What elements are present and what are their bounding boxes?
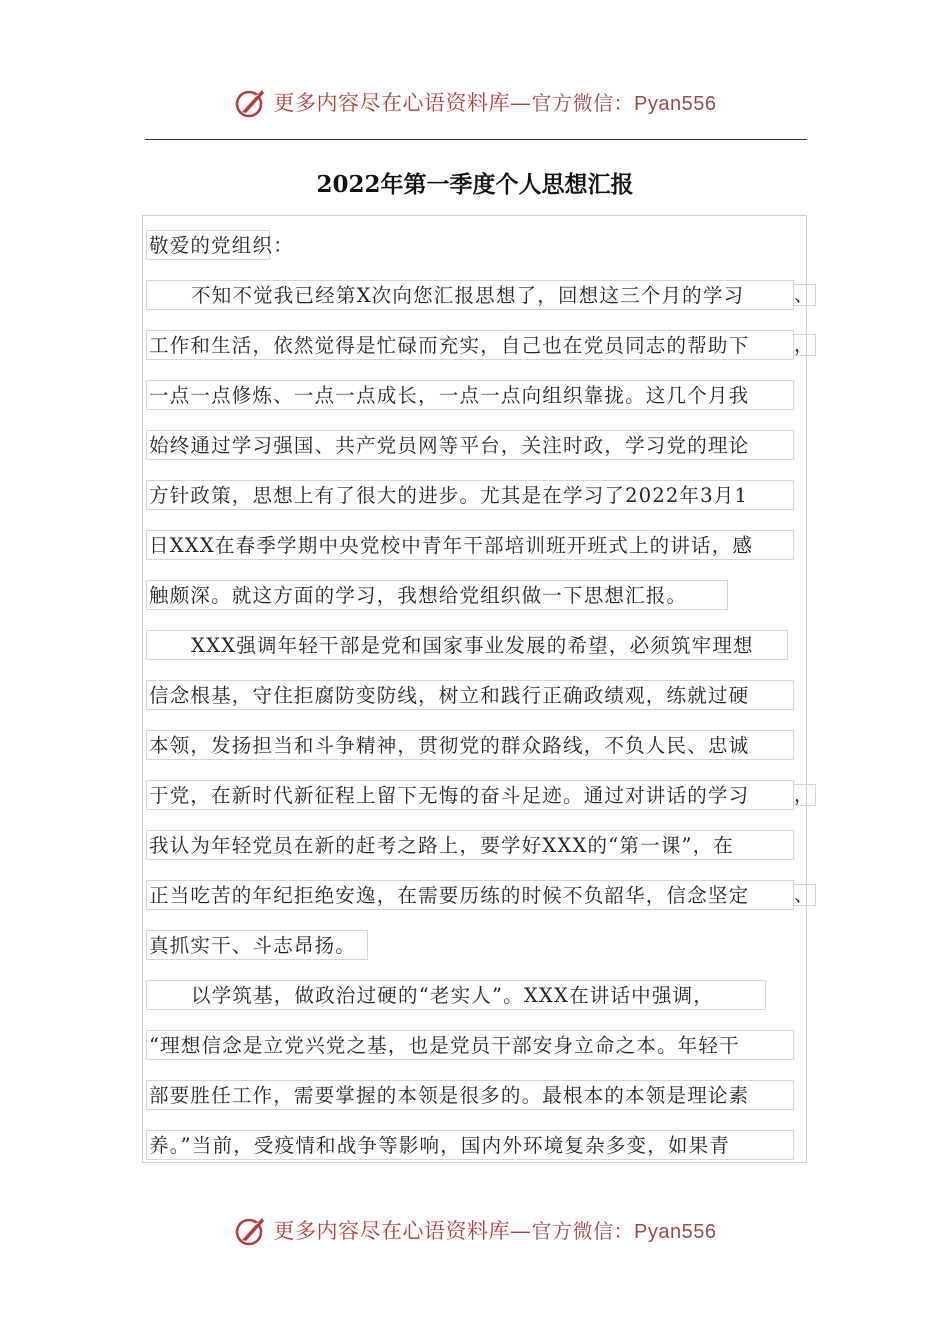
banner-text — [274, 87, 717, 117]
text-line: “理想信念是立党兴党之基，也是党员干部安身立命之本。年轻干 — [146, 1030, 794, 1060]
text-line: 一点一点修炼、一点一点成长，一点一点向组织靠拢。这几个月我 — [146, 380, 794, 410]
text-line: 方针政策，思想上有了很大的进步。尤其是在学习了2022年3月1 — [146, 480, 794, 510]
line-tail: ， — [794, 784, 816, 806]
text-line: 敬爱的党组织： — [146, 230, 270, 260]
text-line: 养。”当前，受疫情和战争等影响，国内外环境复杂多变，如果青 — [146, 1130, 794, 1160]
text-line: XXX强调年轻干部是党和国家事业发展的希望，必须筑牢理想 — [146, 630, 788, 660]
banner-wechat-text: 官方微信：Pyan556 — [531, 93, 717, 115]
header-rule — [145, 139, 807, 140]
text-line: 工作和生活，依然觉得是忙碌而充实，自己也在党员同志的帮助下 — [146, 330, 794, 360]
banner-dash: — — [510, 91, 532, 115]
text-line: 本领，发扬担当和斗争精神，贯彻党的群众路线，不负人民、忠诚 — [146, 730, 794, 760]
text-line: 以学筑基，做政治过硬的“老实人”。XXX在讲话中强调， — [146, 980, 766, 1010]
text-line: 我认为年轻党员在新的赶考之路上，要学好XXX的“第一课”，在 — [146, 830, 794, 860]
line-tail: 、 — [794, 284, 816, 306]
line-tail: ， — [794, 334, 816, 356]
text-line: 始终通过学习强国、共产党员网等平台，关注时政，学习党的理论 — [146, 430, 794, 460]
banner-main-text: 更多内容尽在心语资料库 — [273, 91, 511, 115]
text-line: 触颇深。就这方面的学习，我想给党组织做一下思想汇报。 — [146, 580, 728, 610]
text-line: 部要胜任工作，需要掌握的本领是很多的。最根本的本领是理论素 — [146, 1080, 794, 1110]
footer-banner — [0, 1210, 950, 1250]
quill-logo-icon — [234, 85, 268, 119]
text-line: 于党，在新时代新征程上留下无悔的奋斗足迹。通过对讲话的学习 — [146, 780, 794, 810]
text-line: 正当吃苦的年纪拒绝安逸，在需要历练的时候不负韶华，信念坚定 — [146, 880, 794, 910]
text-line: 日XXX在春季学期中央党校中青年干部培训班开班式上的讲话，感 — [146, 530, 794, 560]
text-line: 真抓实干、斗志昂扬。 — [146, 930, 368, 960]
header-banner — [0, 82, 950, 122]
text-line: 不知不觉我已经第X次向您汇报思想了，回想这三个月的学习 — [146, 280, 794, 310]
quill-logo-icon — [234, 1213, 268, 1247]
banner-text — [274, 1215, 717, 1245]
banner-wechat-text: 官方微信：Pyan556 — [531, 1221, 717, 1243]
banner-main-text: 更多内容尽在心语资料库 — [273, 1219, 511, 1243]
line-tail: 、 — [794, 884, 816, 906]
text-line: 信念根基，守住拒腐防变防线，树立和践行正确政绩观，练就过硬 — [146, 680, 794, 710]
banner-dash: — — [510, 1219, 532, 1243]
document-title: 2022年第一季度个人思想汇报 — [316, 171, 634, 198]
